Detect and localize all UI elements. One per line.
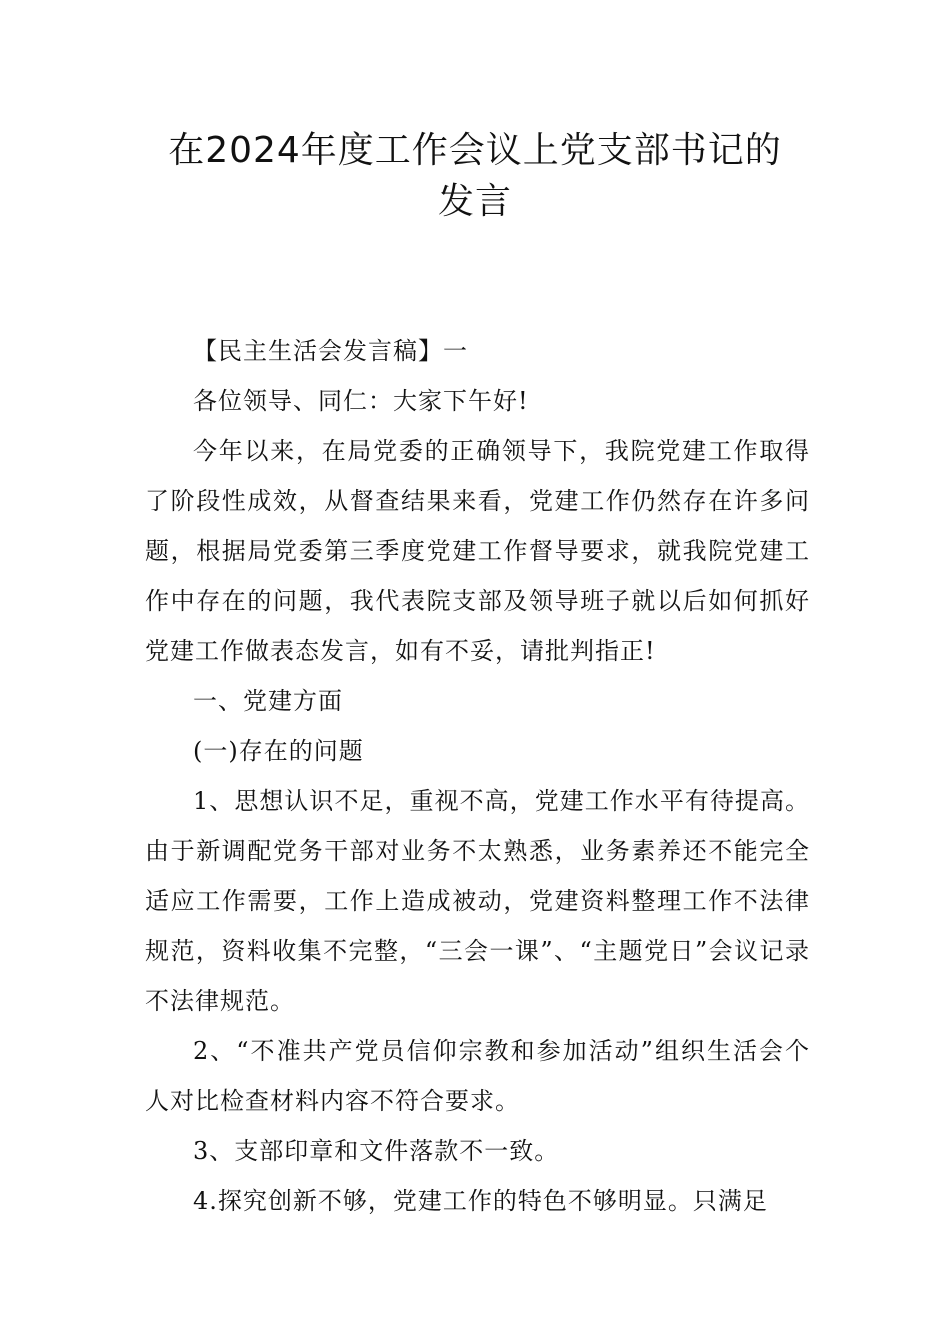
document-body xyxy=(145,326,810,1226)
paragraph-greeting: 各位领导、同仁：大家下午好! xyxy=(193,387,529,415)
list-item-problem-1: 1、思想认识不足，重视不高，党建工作水平有待提高。由于新调配党务干部对业务不太熟悉，业务素养还不能完全适应工作需要，工作上造成被动，党建资料整理工作不法律规范，资料收集不完整，“三会一课”、“主题党日”会议记录不法律规范。 xyxy=(145,787,810,1015)
document-title-line-1: 在2024年度工作会议上党支部书记的 xyxy=(168,130,782,171)
list-item-problem-4: 4.探究创新不够，党建工作的特色不够明显。只满足 xyxy=(193,1187,768,1215)
list-item-problem-3: 3、支部印章和文件落款不一致。 xyxy=(193,1137,560,1165)
subsection-heading-problems: (一)存在的问题 xyxy=(193,737,364,765)
paragraph-intro: 今年以来，在局党委的正确领导下，我院党建工作取得了阶段性成效，从督查结果来看，党建工作仍然存在许多问题，根据局党委第三季度党建工作督导要求，就我院党建工作中存在的问题，我代表院支部及领导班子就以后如何抓好党建工作做表态发言，如有不妥，请批判指正! xyxy=(145,437,810,665)
list-item-problem-2: 2、“不准共产党员信仰宗教和参加活动”组织生活会个人对比检查材料内容不符合要求。 xyxy=(145,1037,810,1115)
document-title-line-2: 发言 xyxy=(437,181,512,222)
section-heading-party-building: 一、党建方面 xyxy=(193,687,343,715)
paragraph-heading-tag: 【民主生活会发言稿】一 xyxy=(193,337,468,365)
